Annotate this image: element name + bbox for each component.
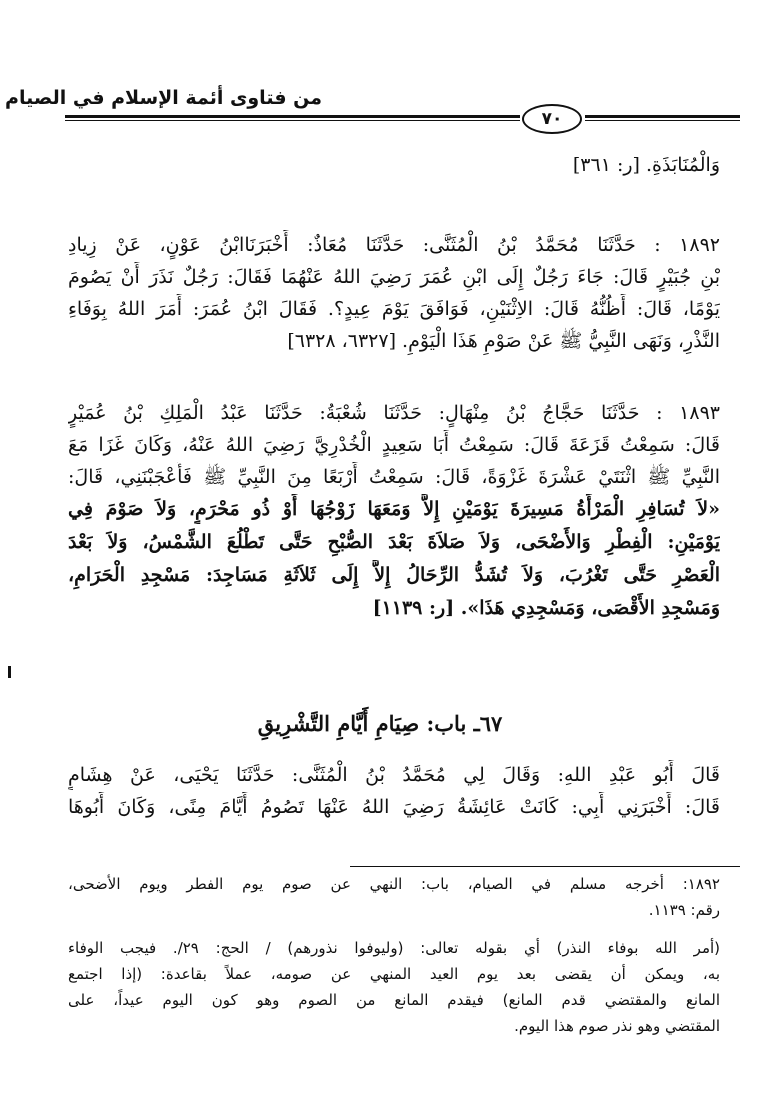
- page-number: ٧٠: [522, 104, 582, 134]
- text-line: «لاَ تُسَافِرِ الْمَرْأَةُ مَسِيرَةَ يَوْمَيْنِ إِلاَّ وَمَعَهَا زَوْجُهَا أَوْ ذُو مَحْرَمٍ، وَلاَ صَوْمَ فِي: [68, 498, 720, 520]
- header-rule-left-thick: [65, 115, 520, 118]
- text-line: وَمَسْجِدِ الأَقْصَى، وَمَسْجِدِي هَذَا». [ر: ١١٣٩]: [372, 597, 720, 619]
- text-line: يَوْمًا، قَالَ: أَظُنُّهُ قَالَ: الاِثْنَيْنِ، فَوَافَقَ يَوْمَ عِيدٍ؟. فَقَالَ ابْنُ عُمَرَ: أَمَرَ اللهُ بِوَفَاءِ: [68, 298, 720, 320]
- footnote-line: المقتضي وهو نذر صوم هذا اليوم.: [514, 1017, 720, 1035]
- text-line: بْنِ جُبَيْرٍ قَالَ: جَاءَ رَجُلٌ إِلَى ابْنِ عُمَرَ رَضِيَ اللهُ عَنْهُمَا فَقَالَ: رَجُلٌ نَذَرَ أَنْ يَصُومَ: [68, 266, 720, 288]
- text-line: النَّبِيِّ ﷺ اثْنَتَيْ عَشْرَةَ غَزْوَةً، قَالَ: سَمِعْتُ أَرْبَعًا مِنَ النَّبِيِّ ﷺ فَأَعْجَبْنَنِي، قَالَ:: [68, 466, 720, 488]
- header-rule-left-thin: [65, 120, 520, 121]
- footnote-line: به، ويمكن أن يقضى بعد يوم العيد المنهي عن صومه، عملاً بقاعدة: (إذا اجتمع: [68, 965, 720, 983]
- footnote-divider: [350, 866, 740, 867]
- text-line: النَّذْرِ، وَنَهَى النَّبِيُّ ﷺ عَنْ صَوْمِ هَذَا الْيَوْمِ. [٦٣٢٧، ٦٣٢٨]: [287, 330, 720, 352]
- header-rule-right-thin: [585, 120, 740, 121]
- text-line: قَالَ: سَمِعْتُ قَزَعَةَ قَالَ: سَمِعْتُ أَبَا سَعِيدٍ الْخُدْرِيَّ رَضِيَ اللهُ عَنْهُ، وَكَانَ غَزَا مَعَ: [68, 434, 720, 456]
- text-line: وَالْمُنَابَذَةِ. [ر: ٣٦١]: [572, 154, 720, 176]
- footnote-line: (أمر الله بوفاء النذر) أي بقوله تعالى: (وليوفوا نذورهم) / الحج: ٢٩/. فيجب الوفاء: [68, 939, 720, 957]
- text-line: قَالَ: أَخْبَرَنِي أَبِي: كَانَتْ عَائِشَةُ رَضِيَ اللهُ عَنْهَا تَصُومُ أَيَّامَ مِنًى، وَكَانَ أَبُوهَا: [68, 796, 720, 818]
- footnote-line: ١٨٩٢: أخرجه مسلم في الصيام، باب: النهي عن صوم يوم الفطر ويوم الأضحى،: [68, 875, 720, 893]
- text-line: ١٨٩٣ : حَدَّثَنَا حَجَّاجُ بْنُ مِنْهَالٍ: حَدَّثَنَا شُعْبَةُ: حَدَّثَنَا عَبْدُ الْمَلِكِ بْنُ عُمَيْرٍ: [68, 402, 720, 424]
- footnote-line: رقم: ١١٣٩.: [648, 901, 720, 919]
- text-line: الْعَصْرِ حَتَّى تَغْرُبَ، وَلاَ تُشَدُّ الرِّحَالُ إِلاَّ إِلَى ثَلاَثَةِ مَسَاجِدَ: مَسْجِدِ الْحَرَامِ،: [68, 564, 720, 586]
- text-line: يَوْمَيْنِ: الْفِطْرِ وَالأَضْحَى، وَلاَ صَلاَةَ بَعْدَ الصُّبْحِ حَتَّى تَطْلُعَ الشَّمْسُ، وَلاَ بَعْدَ: [68, 531, 720, 553]
- margin-mark: [8, 666, 11, 678]
- text-line: ١٨٩٢ : حَدَّثَنَا مُحَمَّدُ بْنُ الْمُثَنَّى: حَدَّثَنَا مُعَاذٌ: أَخْبَرَنَاابْنُ عَوْنٍ، عَنْ زِيادِ: [68, 234, 720, 256]
- header-rule-right-thick: [585, 115, 740, 118]
- text-line: قَالَ أَبُو عَبْدِ اللهِ: وَقَالَ لِي مُحَمَّدُ بْنُ الْمُثَنَّى: حَدَّثَنَا يَحْيَى، عَنْ هِشَامٍ: [68, 764, 720, 786]
- footnote-line: المانع والمقتضي قدم المانع) فيقدم المانع من الصوم وهو كون اليوم عيداً، على: [68, 991, 720, 1009]
- running-header-title: من فتاوى أئمة الإسلام في الصيام: [5, 87, 322, 109]
- chapter-heading: ٦٧ـ باب: صِيَامِ أَيَّامِ التَّشْرِيقِ: [257, 711, 503, 736]
